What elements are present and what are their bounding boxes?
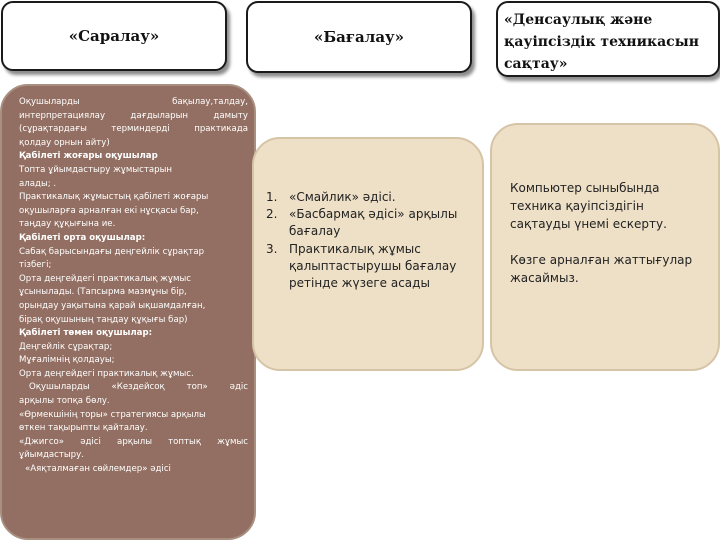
diff-line: Мұғалімнің қолдауы; [19, 355, 115, 366]
diff-line: арқылы топқа бөлу. [19, 396, 110, 407]
diff-line: өткен тақырыпты қайталау. [19, 423, 148, 434]
assessment-item-text: «Басбармақ әдісі» арқылы бағалау [289, 207, 458, 239]
header-assessment-title: «Бағалау» [313, 28, 405, 46]
diff-line: (сұрақтардағы терминдерді практикада [19, 124, 248, 135]
diff-line: Топта ұйымдастыру жұмыстарын [19, 164, 173, 175]
paragraph-spacer [510, 233, 706, 251]
diff-line: қолдау орнын айту) [19, 137, 110, 148]
diff-subheading-medium: Қабілеті орта оқушылар: [19, 232, 146, 243]
diff-line: «Аяқталмаған сөйлемдер» әдісі [25, 464, 171, 475]
diff-line: Деңгейлік сұрақтар; [19, 341, 113, 352]
header-assessment [246, 1, 472, 73]
assessment-item [266, 206, 472, 240]
health-paragraph-eye-exercises: Көзге арналған жаттығулар жасаймыз. [510, 253, 693, 285]
diff-line: Оқушыларды «Кездейсоқ топ» әдіс [29, 382, 248, 393]
diff-line: Практикалық жұмыстың қабілеті жоғары [19, 192, 209, 203]
diff-line: «Өрмекшінің торы» стратегиясы арқылы [19, 409, 206, 420]
diff-line: «Джигсо» әдісі арқылы топтық жұмыс [19, 436, 248, 447]
diff-line: таңдау құқығына ие. [19, 219, 116, 230]
health-paragraph-safety: Компьютер сыныбында техника қауіпсіздігін сақтауды үнемі ескерту. [510, 181, 667, 231]
diff-subheading-low: Қабілеті төмен оқушылар: [19, 328, 153, 339]
header-differentiation [1, 1, 227, 71]
assessment-item-number: 3. [266, 241, 278, 256]
diff-line: оқушыларға арналған екі нұсқасы бар, [19, 205, 199, 216]
diff-line: Оқушыларды бақылау,талдау, [19, 97, 248, 107]
health-safety-panel [490, 123, 720, 371]
diff-subheading-high: Қабілеті жоғары оқушылар [19, 151, 158, 162]
assessment-panel [252, 137, 484, 371]
differentiation-panel [0, 84, 256, 540]
diff-line: орындау уақытына қарай ықшамдалған, [19, 300, 206, 311]
assessment-item-text: Практикалық жұмыс қалыптастырушы бағалау ретінде жүзеге асады [289, 241, 457, 291]
diff-line: Сабақ барысындағы деңгейлік сұрақтар [19, 246, 205, 257]
diff-line: бірақ оқушының таңдау құқығы бар) [19, 314, 188, 325]
diff-line: алады; . [19, 178, 57, 189]
header-health-safety-title: «Денсаулық және қауіпсіздік техникасын сақтау» [504, 12, 699, 72]
diff-line: ұсынылады. (Тапсырма мазмұны бір, [19, 287, 187, 298]
diff-line: интерпретациялау дағдыларын дамыту [19, 110, 248, 121]
assessment-item-text: «Смайлик» әдісі. [289, 190, 396, 204]
diff-line: тізбегі; [19, 260, 52, 271]
assessment-list [266, 189, 472, 292]
header-health-safety [496, 1, 720, 77]
assessment-item-number: 2. [266, 207, 278, 222]
diff-line: ұйымдастыру. [19, 450, 84, 461]
header-differentiation-title: «Саралау» [68, 27, 160, 45]
assessment-item [266, 241, 472, 293]
assessment-item-number: 1. [266, 190, 278, 204]
diff-line: Орта деңгейдегі практикалық жұмыс. [19, 368, 194, 379]
diff-line: Орта деңгейдегі практикалық жұмыс [19, 273, 191, 284]
assessment-item [266, 189, 472, 206]
